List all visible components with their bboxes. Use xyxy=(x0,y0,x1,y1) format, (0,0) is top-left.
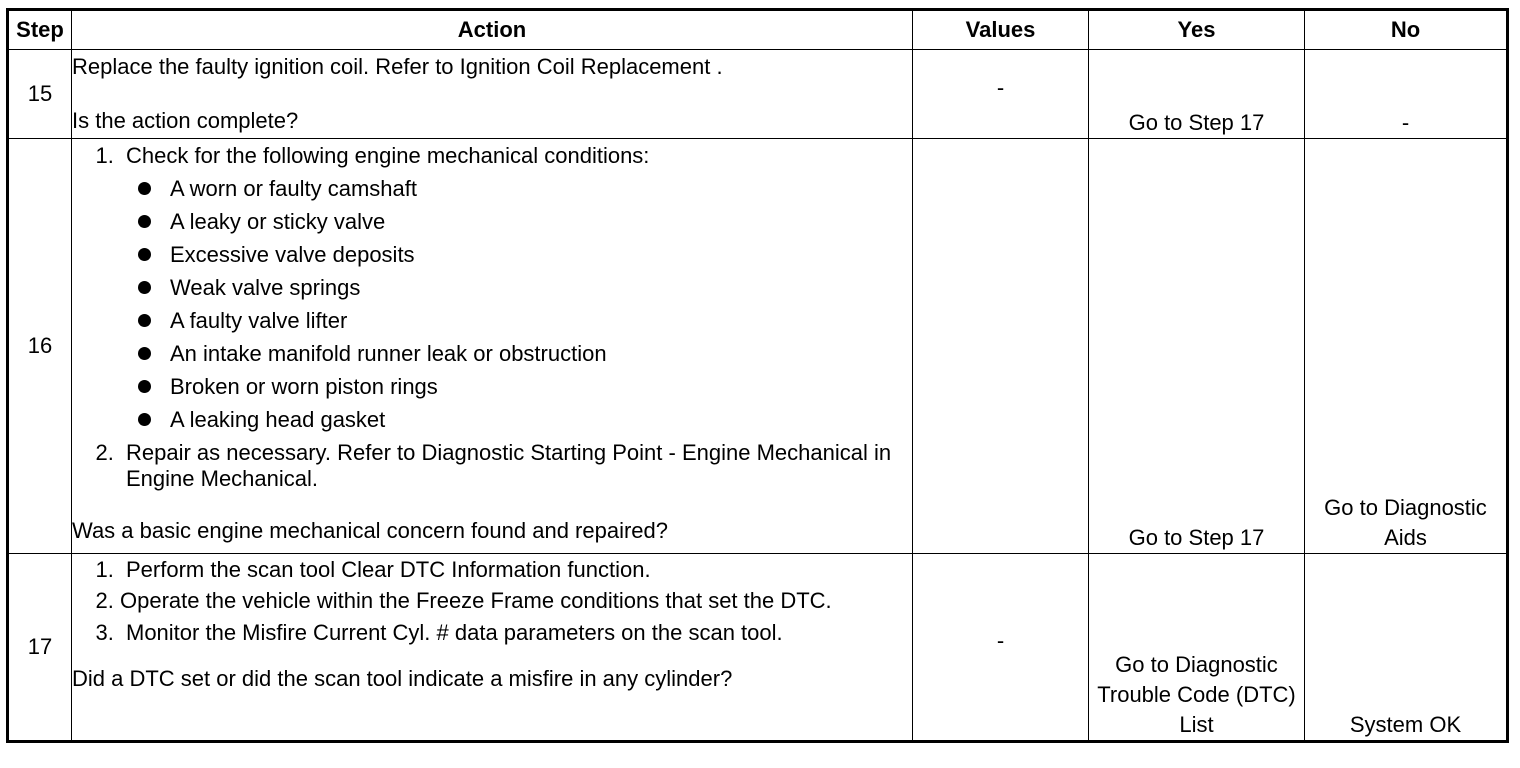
list-item xyxy=(120,585,912,617)
action-question: Is the action complete? xyxy=(72,108,299,133)
bullet-icon xyxy=(138,380,151,393)
bullet-item: A leaking head gasket xyxy=(170,403,912,436)
bullet-item: Weak valve springs xyxy=(170,271,912,304)
step-item-text: Operate the vehicle within the Freeze Frame conditions that set the DTC. xyxy=(120,588,832,613)
values-cell xyxy=(913,50,1089,139)
bullet-item: An intake manifold runner leak or obstruction xyxy=(170,337,912,370)
table-row-step-15 xyxy=(8,50,1508,139)
header-values: Values xyxy=(913,10,1089,50)
diagnostic-table xyxy=(6,8,1509,743)
action-text: Replace the faulty ignition coil. Refer to Ignition Coil Replacement . xyxy=(72,54,723,79)
step-item-text: Monitor the Misfire Current Cyl. # data parameters on the scan tool. xyxy=(126,620,783,645)
header-yes: Yes xyxy=(1089,10,1305,50)
bullet-icon xyxy=(138,215,151,228)
list-item xyxy=(120,436,912,492)
bullet-icon xyxy=(138,413,151,426)
bullet-icon xyxy=(138,182,151,195)
bullet-icon xyxy=(138,248,151,261)
bullet-icon xyxy=(138,281,151,294)
step-item-text: Repair as necessary. Refer to Diagnostic Starting Point - Engine Mechanical in Engine Mechanical. xyxy=(126,440,892,491)
step-item-text: Check for the following engine mechanical conditions: xyxy=(126,143,650,168)
bullet-item: A worn or faulty camshaft xyxy=(170,172,912,205)
bullet-item: A leaky or sticky valve xyxy=(170,205,912,238)
values-cell xyxy=(913,139,1089,554)
bullet-icon xyxy=(138,347,151,360)
numbered-steps xyxy=(72,139,912,492)
values-cell xyxy=(913,554,1089,742)
numbered-steps xyxy=(72,554,912,648)
no-text: - xyxy=(1401,110,1410,135)
bullet-list xyxy=(126,172,912,436)
action-question: Did a DTC set or did the scan tool indicate a misfire in any cylinder? xyxy=(72,666,733,691)
step-number: 17 xyxy=(8,554,72,742)
list-item xyxy=(120,554,912,585)
header-no: No xyxy=(1305,10,1508,50)
no-cell: Go to Diagnostic Aids xyxy=(1305,139,1508,554)
no-cell xyxy=(1305,50,1508,139)
bullet-icon xyxy=(138,314,151,327)
no-cell: System OK xyxy=(1305,554,1508,742)
action-cell xyxy=(72,554,913,742)
action-cell xyxy=(72,50,913,139)
step-number: 16 xyxy=(8,139,72,554)
yes-cell: Go to Step 17 xyxy=(1089,50,1305,139)
table-row-step-16 xyxy=(8,139,1508,554)
table-row-step-17 xyxy=(8,554,1508,742)
list-item xyxy=(120,617,912,648)
header-action: Action xyxy=(72,10,913,50)
bullet-item: A faulty valve lifter xyxy=(170,304,912,337)
bullet-item: Broken or worn piston rings xyxy=(170,370,912,403)
header-step: Step xyxy=(8,10,72,50)
list-item xyxy=(120,139,912,436)
values-text: - xyxy=(996,75,1005,100)
action-question: Was a basic engine mechanical concern found and repaired? xyxy=(72,518,668,543)
step-item-text: Perform the scan tool Clear DTC Information function. xyxy=(126,557,651,582)
header-row xyxy=(8,10,1508,50)
yes-cell: Go to Step 17 xyxy=(1089,139,1305,554)
yes-cell: Go to Diagnostic Trouble Code (DTC) List xyxy=(1089,554,1305,742)
action-cell xyxy=(72,139,913,554)
bullet-item: Excessive valve deposits xyxy=(170,238,912,271)
values-text: - xyxy=(996,628,1005,653)
step-number: 15 xyxy=(8,50,72,139)
